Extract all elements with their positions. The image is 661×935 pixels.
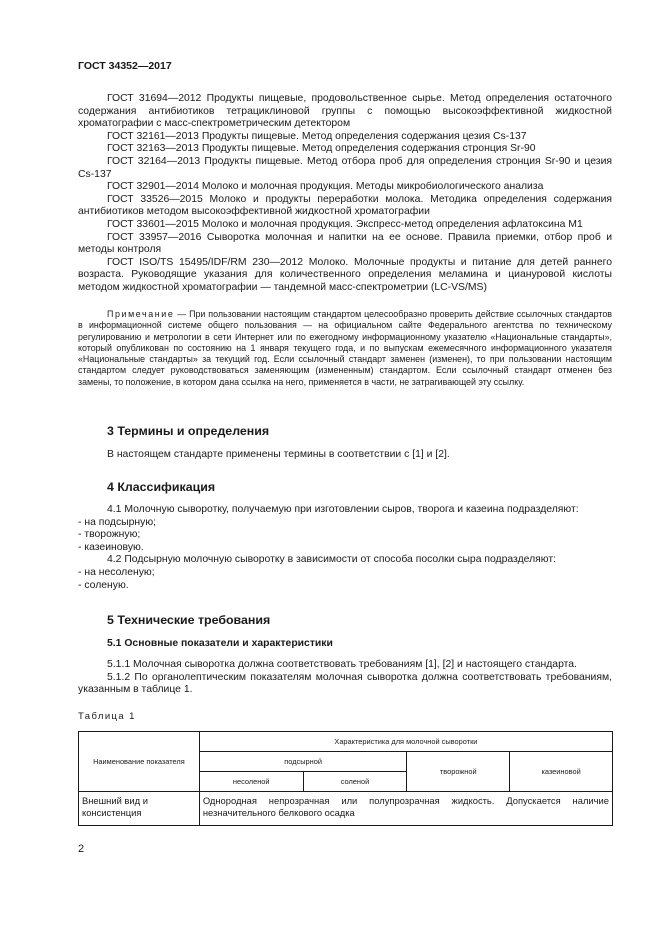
reference-item: ГОСТ 33526—2015 Молоко и продукты переработки молока. Методика определения содержания антибиотиков методом высокоэффективной жидкостной хроматографии <box>78 193 613 218</box>
header-tvorozhnoy: творожной <box>407 752 510 792</box>
table-row <box>79 792 613 826</box>
reference-item: ГОСТ 31694—2012 Продукты пищевые, продовольственное сырье. Метод определения остаточного содержания антибиотиков тетрациклиновой группы с помощью высокоэффективной жидкостной хроматографии с масс-спектрометрическим детектором <box>78 93 612 130</box>
header-podsyrnoy: подсырной <box>199 752 407 772</box>
section-5-body <box>78 659 612 697</box>
list-item: - творожную; <box>78 529 141 541</box>
section-4-heading: 4 Классификация <box>107 480 216 494</box>
header-indicator: Наименование показателя <box>79 732 200 792</box>
page-number: 2 <box>78 843 85 855</box>
list-item: - соленую. <box>78 579 129 591</box>
list-item: - на подсырную; <box>78 516 157 528</box>
reference-item: ГОСТ ISO/TS 15495/IDF/RM 230—2012 Молоко. Молочные продукты и питание для детей раннего возраста. Руководящие указания для количественного определения меламина и циануровой кислоты методом жидкостной хроматографии — тандемной масс-спектрометрии (LC-VS/MS) <box>78 256 612 293</box>
section-4-1-text: 4.1 Молочную сыворотку, получаемую при изготовлении сыров, творога и казеина подразделяют: <box>107 504 579 515</box>
table-header-row <box>79 732 613 752</box>
section-3-body <box>78 449 612 462</box>
section-5-1-heading: 5.1 Основные показатели и характеристики <box>107 638 333 649</box>
list-item: - на несоленую; <box>78 566 155 578</box>
section-4-2-text: 4.2 Подсырную молочную сыворотку в зависимости от способа посолки сыра подразделяют: <box>107 554 556 566</box>
note-label: Примечание <box>107 309 175 319</box>
document-code-header: ГОСТ 34352—2017 <box>78 60 172 72</box>
reference-item: ГОСТ 33957—2016 Сыворотка молочная и напитки на ее основе. Правила приемки, отбор проб и методы контроля <box>78 231 612 256</box>
section-5-1-2-text: 5.1.2 По органолептическим показателям молочная сыворотка должна соответствовать требованиям, указанным в таблице 1. <box>78 671 612 696</box>
reference-item: ГОСТ 32901—2014 Молоко и молочная продукция. Методы микробиологического анализа <box>107 181 544 193</box>
header-nesolenoy: несоленой <box>199 772 303 792</box>
section-5-1-1-text: 5.1.1 Молочная сыворотка должна соответствовать требованиям [1], [2] и настоящего стандарта. <box>107 659 577 670</box>
row-indicator: Внешний вид и консистенция <box>79 792 200 826</box>
reference-item: ГОСТ 32161—2013 Продукты пищевые. Метод определения содержания цезия Cs-137 <box>107 130 527 142</box>
reference-item: ГОСТ 33601—2015 Молоко и молочная продукция. Экспресс-метод определения афлатоксина M1 <box>107 218 583 230</box>
note-paragraph <box>78 309 612 388</box>
header-solenoy: соленой <box>303 772 407 792</box>
header-kazeinovoy: казеиновой <box>510 752 613 792</box>
section-3-text: В настоящем стандарте применены термины в соответствии с [1] и [2]. <box>107 449 450 460</box>
section-4-body <box>78 504 612 592</box>
header-characteristic: Характеристика для молочной сыворотки <box>199 732 612 752</box>
list-item: - казеиновую. <box>78 541 144 553</box>
reference-item: ГОСТ 32164—2013 Продукты пищевые. Метод отбора проб для определения стронция Sr-90 и цезия Cs-137 <box>78 155 613 180</box>
reference-item: ГОСТ 32163—2013 Продукты пищевые. Метод определения содержания стронция Sr-90 <box>107 143 536 155</box>
section-5-heading: 5 Технические требования <box>107 613 271 627</box>
table-caption: Таблица 1 <box>78 711 136 722</box>
table-1 <box>78 731 613 826</box>
row-value: Однородная непрозрачная или полупрозрачная жидкость. Допускается наличие незначительного белкового осадка <box>199 792 612 826</box>
note-text: — При пользовании настоящим стандартом целесообразно проверить действие ссылочных стандартов в информационной системе общего пользования — на официальном сайте Федерального агентства по техническому регулированию и метрологии в сети Интернет или по ежегодному информационному указателю «Национальные стандарты», который опубликован по состоянию на 1 января текущего года, и по выпускам ежемесячного информационного указателя «Национальные стандарты» за текущий год. Если ссылочный стандарт заменен (изменен), то при пользовании настоящим стандартом следует руководствоваться заменяющим (измененным) стандартом. Если ссылочный стандарт отменен без замены, то положение, в котором дана ссылка на него, применяется в части, не затрагивающей эту ссылку. <box>78 309 612 387</box>
section-3-heading: 3 Термины и определения <box>107 424 270 438</box>
normative-references-list <box>78 93 612 295</box>
